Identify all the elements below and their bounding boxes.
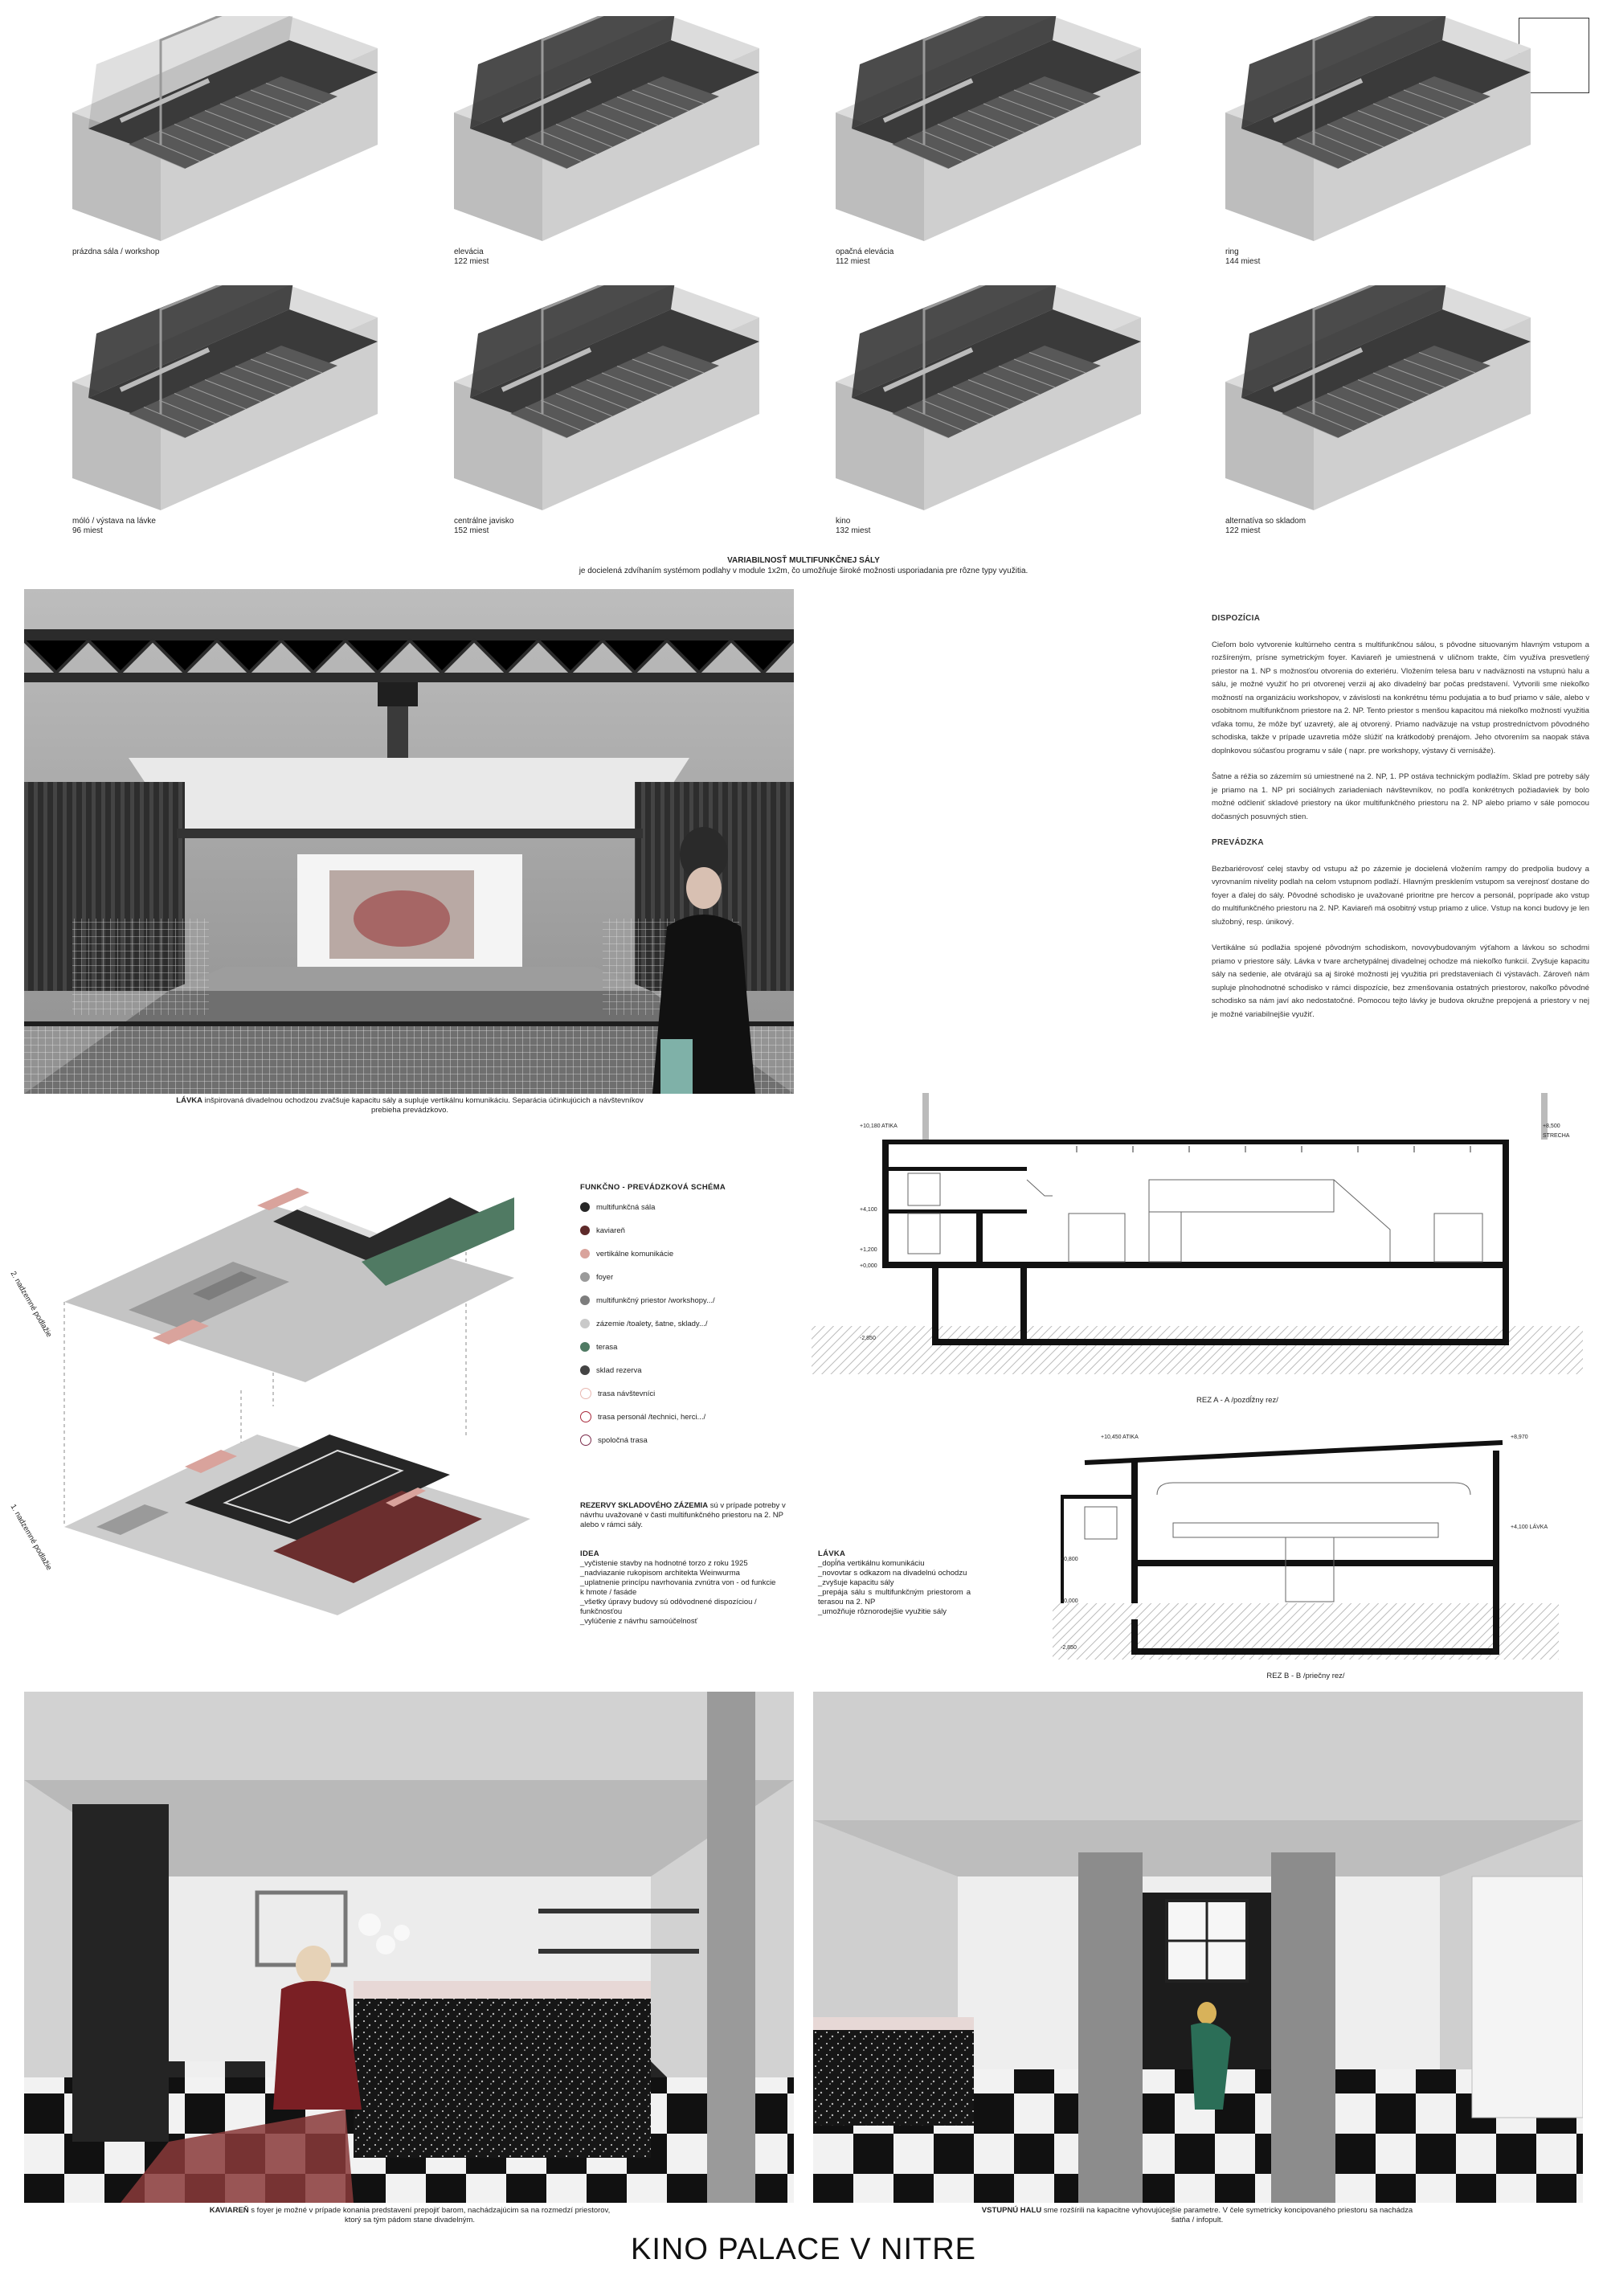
section-b-caption: REZ B - B /priečny rez/ [1266,1672,1345,1680]
config-cell [72,16,418,257]
cafe-render [24,1692,794,2203]
section-b-level-6: -2,850 [1061,1645,1077,1651]
hall-render [813,1692,1583,2203]
config-caption [72,517,156,536]
disposition-heading: DISPOZÍCIA [1212,614,1261,623]
config-cell [836,285,1181,535]
idea-line: _uplatnenie princípu navrhovania zvnútra von - od funkcie k hmote / fasáde [580,1578,776,1597]
legend-label: sklad rezerva [596,1365,642,1375]
section-b-drawing [1053,1410,1559,1668]
legend-list [580,1198,789,1455]
config-caption [72,248,159,257]
config-cell [454,16,799,266]
legend-label: trasa personál /technici, herci.../ [598,1412,706,1422]
config-axon [836,285,1181,510]
legend-label: foyer [596,1272,614,1282]
hall-caption-bold: VSTUPNÚ HALU [981,2206,1042,2215]
config-caption [454,248,489,267]
section-b-level-4: +0,800 [1061,1557,1078,1562]
functional-scheme-drawing [8,1149,546,1631]
disposition-paragraph-2: Šatne a réžia so zázemím sú umiestnené na 2. NP, 1. PP ostáva technickým podlažím. Sklad pre potreby sály je priamo na 1. NP pri sociálnych zariadeniach návštevníkov, no podľa konkrétnych požiadaviek by bolo možné odčleniť skladové priestory na úkor multifunkčného priestoru na 2. NP alebo priamo v sále pomocou dočasných posuvných stien. [1212,772,1589,821]
legend-swatch [580,1295,590,1305]
config-caption [836,517,870,536]
floor2-label: 2. nadzemné podlažie [8,1270,54,1340]
config-name: centrálne javisko [454,517,514,526]
config-axon [454,285,799,510]
config-name: kino [836,517,851,526]
config-name: prázdna sála / workshop [72,248,160,256]
config-capacity: 96 miest [72,526,103,535]
legend-swatch [580,1202,590,1212]
legend-item [580,1315,708,1332]
legend-item [580,1408,705,1426]
lavka-caption [161,1096,659,1115]
legend-swatch [580,1434,591,1446]
config-capacity: 132 miest [836,526,871,535]
config-capacity: 122 miest [1225,526,1261,535]
scheme-legend [580,1183,789,1488]
lavka-block [818,1549,971,1617]
config-name: ring [1225,248,1239,256]
scheme-axon [32,1149,546,1631]
legend-label: zázemie /toalety, šatne, sklady.../ [596,1319,708,1328]
section-a-caption: REZ A - A /pozdĺžny rez/ [1196,1396,1278,1405]
cafe-illustration [24,1692,794,2203]
legend-item [580,1431,648,1449]
hall-caption [980,2206,1414,2225]
lavka-title: LÁVKA [818,1549,846,1558]
config-cell [1225,16,1571,266]
variability-title: VARIABILNOSŤ MULTIFUNKČNEJ SÁLY [727,556,880,565]
config-capacity: 152 miest [454,526,489,535]
legend-swatch [580,1342,590,1352]
section-b-level-1: +10,450 ATIKA [1101,1434,1139,1440]
legend-swatch [580,1272,590,1282]
poster-title: KINO PALACE V NITRE [630,2233,977,2266]
lavka-line: _zvyšuje kapacitu sály [818,1578,894,1587]
legend-item [580,1338,617,1356]
legend-item [580,1222,625,1239]
legend-swatch [580,1319,590,1328]
legend-item [580,1361,642,1379]
lavka-line: _dopĺňa vertikálnu komunikáciu [818,1559,925,1568]
cafe-caption-text: s foyer je možné v prípade konania predstavení prepojiť barom, nachádzajúcim sa na rozmedzí priestorov, ktorý sa tým pádom stane divadelným. [248,2206,611,2224]
idea-line: _nadviazanie rukopisom architekta Weinwurma [580,1569,740,1578]
section-b-level-2: +8,970 [1511,1434,1528,1440]
lavka-list [818,1559,971,1617]
legend-item [580,1268,613,1286]
legend-label: multifunkčná sála [596,1202,656,1212]
legend-label: vertikálne komunikácie [596,1249,674,1259]
lavka-line: _prepája sálu s multifunkčným priestorom a terasou na 2. NP [818,1588,971,1606]
config-axon [72,16,418,241]
section-a-drawing [812,1093,1583,1390]
operation-paragraph-2: Vertikálne sú podlažia spojené pôvodným schodiskom, novovybudovaným výťahom a lávkou so schodmi priamo v priestore sály. Lávka v tvare archetypálnej divadelnej ochodze má niekoľko funkcií. Zvyšuje kapacitu sály na sedenie, ale otvárajú sa aj široké možnosti jej využitia pri predstaveniach či výstavách. Zároveň nám supluje plnohodnotné schodisko v rámci dispozície, bez zmenšovania ostatných priestorov, nakoľko pôvodné schodisko sa nám javí ako nedostatočné. Pomocou tejto lávky je budova okružne prepojená a priestory v nej je možné variabilnejšie využiť. [1212,943,1589,1019]
config-caption [1225,517,1306,536]
legend-item [580,1198,655,1216]
hall-caption-text: sme rozšírili na kapacitne vyhovujúcejšie parametre. V čele symetricky koncipovaného priestoru sa nachádza šatňa / infopult. [1041,2206,1413,2224]
config-axon [836,16,1181,241]
config-caption [454,517,513,536]
config-name: opačná elevácia [836,248,894,256]
cafe-caption-bold: KAVIAREŇ [209,2206,249,2215]
lavka-render [24,589,794,1094]
idea-line: _všetky úpravy budovy sú odôvodnené dispozíciou / funkčnosťou [580,1598,757,1616]
legend-label: kaviareň [596,1226,625,1235]
idea-line: _vylúčenie z návrhu samoúčelnosť [580,1617,698,1626]
config-capacity: 122 miest [454,257,489,266]
floor1-label: 1. nadzemné podlažie [8,1503,54,1573]
lavka-illustration [24,589,794,1094]
lavka-caption-text: inšpirovaná divadelnou ochodzou zvačšuje kapacitu sály a supluje vertikálnu komunikáciu. Separácia účinkujúcich a návštevníkov prebieha prevádzkovo. [202,1096,644,1115]
idea-title: IDEA [580,1549,599,1558]
legend-item [580,1245,673,1263]
legend-swatch [580,1411,591,1422]
config-axon [454,16,799,241]
legend-label: multifunkčný priestor /workshopy.../ [596,1295,715,1305]
section-a-a [812,1093,1583,1390]
idea-list [580,1559,781,1627]
config-caption [836,248,893,267]
idea-line: _vyčistenie stavby na hodnotné torzo z roku 1925 [580,1559,748,1568]
variability-text: je docielená zdvíhaním systémom podlahy v module 1x2m, čo umožňuje široké možnosti usporiadania pre rôzne typy využitia. [579,567,1028,575]
hall-illustration [813,1692,1583,2203]
config-name: elevácia [454,248,484,256]
config-axon [72,285,418,510]
legend-swatch [580,1388,591,1399]
config-caption [1225,248,1260,267]
section-a-level-2: +8,500 STRECHA [1543,1123,1570,1139]
lavka-caption-bold: LÁVKA [176,1096,203,1105]
config-cell [836,16,1181,266]
variability-caption [0,555,1607,576]
config-axon [1225,16,1571,241]
legend-label: spoločná trasa [598,1435,648,1445]
legend-label: terasa [596,1342,618,1352]
operation-paragraph-1: Bezbariérovosť celej stavby od vstupu až po zázemie je docielená vložením rampy do predpolia budovy a vyrovnaním nivelity podlah na celom vstupnom podlaží. Hlavným presklením vstupom sa verejnosť dostane do foyer a ďalej do sály. Pôvodné schodisko je uvažované prioritne pre hercov a personál, poprípade ako vstup do multifunkčného priestoru na 2. NP. Kaviareň má osobitný vstup priamo z ulice. Vstup na konci budovy je len služobný, resp. únikový. [1212,864,1589,927]
disposition-paragraph-1: Cieľom bolo vytvorenie kultúrneho centra s multifunkčnou sálou, s pôvodne situovaným hlavným vstupom a rozšíreným, prísne symetrickým foyer. Kaviareň je umiestnená v uličnom trakte, čím využíva presvetlený priestor na 1. NP s možnosťou otvorenia do exteriéru. Vložením telesa baru v nadväznosti na vstupnú halu a sálu, je možné využiť ho pri otvorenej verzii aj ako divadelný bar počas predstavení. Vytvorili sme niekoľko možností na organizáciu workshopov, v závislosti na konkrétnu tému podujatia a to buď priamo v sále, alebo v osobitnom multifunkčnom priestore na 2. NP. Tento priestor s menšou kapacitou má niekoľko možností využitia vďaka tomu, že môže byť uzavretý, ale aj otvorený. Priamo nadväzuje na vstup prostredníctvom pôvodného schodiska, takže v prípade uzavretia môže slúžiť na krátkodobý prenájom. Jeho otvorením sa naopak stáva doplnkovou súčasťou programu v sále ( napr. pre workshopy, výstavy či vernisáže). [1212,640,1589,755]
operation-heading: PREVÁDZKA [1212,838,1264,847]
scheme-title: FUNKČNO - PREVÁDZKOVÁ SCHÉMA [580,1183,726,1192]
legend-item [580,1385,655,1402]
lavka-line: _umožňuje rôznorodejšie využitie sály [818,1607,947,1616]
section-a-level-6: -2,850 [860,1336,876,1341]
section-b-level-5: +0,000 [1061,1598,1078,1604]
reserves-note [580,1501,789,1530]
legend-swatch [580,1226,590,1235]
lavka-line: _novovtar s odkazom na divadelnú ochodzu [818,1569,967,1578]
config-capacity: 144 miest [1225,257,1261,266]
config-name: móló / výstava na lávke [72,517,156,526]
legend-swatch [580,1249,590,1259]
legend-label: trasa návštevníci [598,1389,656,1398]
section-a-level-1: +10,180 ATIKA [860,1123,898,1129]
section-a-level-4: +1,200 [860,1247,877,1253]
legend-item [580,1291,715,1309]
cafe-caption [201,2206,619,2225]
section-b-level-3: +4,100 LÁVKA [1511,1525,1548,1530]
reserves-text: sú v prípade potreby v návrhu uvažované v časti multifunkčného priestoru na 2. NP alebo v rámci sály. [580,1501,786,1529]
section-a-level-5: +0,000 [860,1263,877,1269]
legend-swatch [580,1365,590,1375]
config-name: alternatíva so skladom [1225,517,1306,526]
section-b-b [1053,1410,1559,1668]
disposition-text [1212,612,1589,1021]
config-cell [454,285,799,535]
config-cell [72,285,418,535]
config-axon [1225,285,1571,510]
config-cell [1225,285,1571,535]
section-a-level-3: +4,100 [860,1207,877,1213]
config-capacity: 112 miest [836,257,870,266]
idea-block [580,1549,781,1627]
reserves-bold: REZERVY SKLADOVÉHO ZÁZEMIA [580,1501,709,1510]
